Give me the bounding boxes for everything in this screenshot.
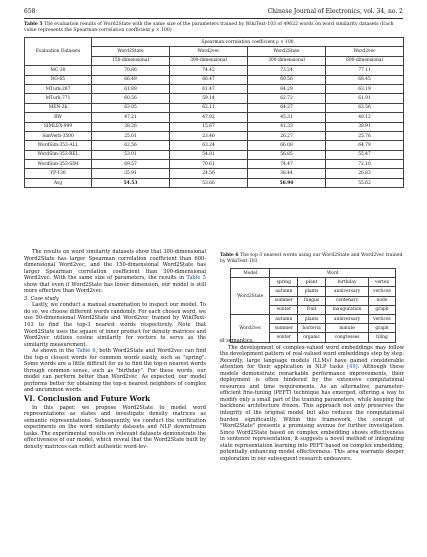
table6-label: Table 6 — [220, 253, 239, 258]
table5-dim-header: 300-dimensional — [248, 56, 326, 65]
table5-caption-text: The evaluation results of Word2State with the same size of the parameters trained by WikiText-103 of 49622 words on word similarity datasets (Each value represents the Spearman correlation coefficient ρ × 100) — [24, 22, 394, 33]
score-cell: 56.85 — [248, 150, 326, 159]
score-cell: 64.29 — [248, 84, 326, 93]
paragraph — [24, 348, 206, 394]
score-cell: 38.26 — [92, 122, 170, 131]
table6-caption-text: The top-3 nearest words using our Word2State and Word2vec trained by WikiText-103 — [220, 253, 403, 264]
table5 — [24, 37, 404, 188]
score-cell: 49.12 — [326, 113, 404, 122]
score-cell: 63.19 — [326, 84, 404, 93]
table5-group-header: Spearman correlation coefficient ρ × 100 — [92, 38, 404, 47]
word-cell: autumn — [270, 287, 298, 296]
score-cell: 56.90 — [248, 178, 326, 187]
dataset-name: WordSim-353-REL — [25, 150, 92, 159]
score-cell: 61.47 — [170, 84, 248, 93]
score-cell: 61.91 — [326, 94, 404, 103]
paragraph — [24, 249, 206, 295]
dataset-name: Avg — [25, 178, 92, 187]
score-cell: 38.91 — [326, 122, 404, 131]
table6-link[interactable]: Table 6 — [76, 348, 96, 355]
score-cell: 26.27 — [248, 131, 326, 140]
score-cell: 55.62 — [326, 178, 404, 187]
score-cell: 62.72 — [248, 94, 326, 103]
table6-word-header: Word — [270, 269, 396, 278]
score-cell: 25.76 — [326, 131, 404, 140]
word-cell: inauguration — [326, 305, 369, 314]
word-cell: fruit — [298, 305, 326, 314]
score-cell: 63.05 — [92, 103, 170, 112]
table5-link[interactable]: Table 5 — [186, 275, 206, 282]
word-cell: graph — [368, 324, 395, 333]
score-cell: 74.47 — [248, 160, 326, 169]
model-name: Word2vec — [231, 314, 270, 342]
score-cell: 66.49 — [92, 75, 170, 84]
table5-dim-header: 150-dimensional — [92, 56, 170, 65]
word-cell: congresses — [326, 333, 369, 342]
right-column — [220, 338, 404, 462]
dataset-name: MTurk-287 — [25, 84, 92, 93]
table6 — [230, 268, 396, 343]
table-row — [231, 314, 396, 323]
score-cell: 54.81 — [170, 150, 248, 159]
dataset-name: RW — [25, 113, 92, 122]
citation-link[interactable]: [49] — [347, 364, 358, 371]
score-cell: 54.53 — [92, 178, 170, 187]
table-row — [25, 75, 404, 84]
model-name: Word2State — [231, 278, 270, 315]
paragraph: Lastly, we conduct a manual examination to inspect our model. To do so, we choose different words randomly. For each chosen word, we use 50-dimensional Word2State and Word2vec trained by WikiText-103 to find the top-3 nearest words respectively. Note that Word2State uses the square of inner product for density matrices and Word2vec utilizes cosine similarity for vectors to serve as the similarity measurement. — [24, 302, 206, 348]
table5-dim-header: 300-dimensional — [170, 56, 248, 65]
score-cell: 38.44 — [248, 169, 326, 178]
table-row — [25, 131, 404, 140]
paragraph: el semantics. — [220, 338, 254, 344]
word-cell: tiling — [368, 333, 395, 342]
journal-title: Chinese Journal of Electronics, vol. 34, no. 2 — [267, 8, 403, 15]
score-cell: 45.31 — [248, 113, 326, 122]
word-cell: anniversary — [326, 287, 369, 296]
score-cell: 62.11 — [170, 103, 248, 112]
subsection-number: 3. — [24, 295, 29, 302]
score-cell: 74.42 — [170, 66, 248, 75]
table5-dim-header: 600-dimensional — [326, 56, 404, 65]
score-cell: 55.47 — [326, 150, 404, 159]
section-number: VI. — [24, 394, 36, 404]
score-cell: 24.56 — [170, 169, 248, 178]
score-cell: 60.56 — [92, 94, 170, 103]
dataset-name: MTurk-771 — [25, 94, 92, 103]
text: . Although these models demonstrate remarkable performance improvements, their deployment is often hindered by the extensive computational resources and time requirements. As an alternative, parameter-efficient fine-tuning (PEFT) technique has emerged, offering a way to modify only a small part of the training parameters, while keeping the backbone architecture frozen. This approach not only preserves the integrity of the original model but also reduces the computational burden significantly. Within this framework, the concept of "Word2State" presents a promising avenue for further investigation. Since Word2State based on complex embedding shows effectiveness in sentence representation, it suggests a novel method of integrating state representation learning into PEFT based on complex embedding, potentially enhancing model effectiveness. This area warrants deeper exploration in our subsequent research endeavors. — [220, 364, 404, 462]
dataset-name: MC-30 — [25, 66, 92, 75]
dataset-name: SIMLEX-999 — [25, 122, 92, 131]
table-row — [25, 160, 404, 169]
score-cell: 15.87 — [170, 122, 248, 131]
score-cell: 47.21 — [92, 113, 170, 122]
paragraph: In this paper, we propose Word2State to model word representations as states and investigate density matrices as semantic representations. Subsequently, we conduct the verification experiments on the word similarity datasets and NLP downstream tasks. The experimental results on relevant datasets demonstrate the effectiveness of our model, which reveal that the Word2State built by density matrices can reflect authentic word-lev- — [24, 404, 206, 450]
word-cell: bacteria — [298, 324, 326, 333]
text: The development of complex-valued word embeddings may follow the development pattern of real-valued word embeddings step by step. Recently, large language models (LLMs) have gained considerable attention for their application in NLP tasks — [220, 344, 404, 371]
text: , both Word2State and Word2vec can find the top-n closest words for common words easily, such as "spring". Some words are a little difficult for us to find the top-n nearest words through common sense, such as "birthday". For these words, our model can perform better than Word2vec. As expected, our model performs better for obtaining the top-n nearest neighbors of complex and uncommon words. — [24, 348, 206, 394]
score-cell: 53.01 — [92, 150, 170, 159]
score-cell: 62.56 — [92, 141, 170, 150]
table-row — [25, 122, 404, 131]
table-row — [25, 84, 404, 93]
table5-caption — [24, 22, 404, 34]
dataset-name: WordSim-353-ALL — [25, 141, 92, 150]
word-cell: vertices — [368, 314, 395, 323]
score-cell: 26.83 — [326, 169, 404, 178]
header-rule — [24, 18, 403, 19]
text: The results on word similarity datasets show that 300-dimensional Word2State has larger Spearman correlation coefficient than 600-dimensional Word2vec, and the 150-dimensional Word2State has larger Spearman correlation coefficient than 300-dimensional Word2vec. With the same size of parameters, the results in — [24, 249, 206, 282]
word-cell: minute — [326, 324, 369, 333]
word-cell: node — [368, 296, 395, 305]
score-cell: 68.45 — [326, 75, 404, 84]
word-cell: summer — [270, 324, 298, 333]
table-row — [25, 103, 404, 112]
score-cell: 70.86 — [92, 66, 170, 75]
subsection-title: Case study — [30, 295, 59, 302]
dataset-name: RG-65 — [25, 75, 92, 84]
word-cell: plants — [298, 314, 326, 323]
score-cell: 70.61 — [170, 160, 248, 169]
table6-caption — [220, 253, 404, 265]
section-title: Conclusion and Future Work — [37, 394, 151, 404]
paragraph — [220, 345, 404, 463]
text: show that even if Word2State has lower dimension, our model is still more effective than Word2vec. — [24, 281, 206, 295]
score-cell: 47.92 — [170, 113, 248, 122]
left-column — [24, 249, 206, 450]
score-cell: 35.91 — [92, 169, 170, 178]
table-row — [25, 141, 404, 150]
dataset-name: YP-130 — [25, 169, 92, 178]
table-row — [25, 94, 404, 103]
score-cell: 63.56 — [326, 103, 404, 112]
score-cell: 77.11 — [326, 66, 404, 75]
word-cell: winter — [270, 333, 298, 342]
table-row — [25, 66, 404, 75]
table-row — [25, 178, 404, 187]
dataset-name: SimVerb-3500 — [25, 131, 92, 140]
word-cell: plants — [298, 287, 326, 296]
score-cell: 64.79 — [326, 141, 404, 150]
score-cell: 25.01 — [92, 131, 170, 140]
word-cell: centenary — [326, 296, 369, 305]
table6-model-header: Model — [231, 269, 270, 278]
score-cell: 66.08 — [248, 141, 326, 150]
dataset-name: WordSim-353-SIM — [25, 160, 92, 169]
table-row — [25, 169, 404, 178]
page-number: 658 — [24, 8, 36, 15]
score-cell: 63.24 — [170, 141, 248, 150]
table5-model-header: Word2State — [92, 47, 170, 56]
word-cell: spring — [270, 278, 298, 287]
word-cell: graph — [368, 305, 395, 314]
section-heading — [24, 396, 206, 403]
text: As shown in the — [32, 348, 75, 355]
score-cell: 69.56 — [248, 75, 326, 84]
score-cell: 64.27 — [248, 103, 326, 112]
word-cell: vertices — [368, 287, 395, 296]
word-cell: plant — [298, 278, 326, 287]
score-cell: 53.66 — [170, 178, 248, 187]
score-cell: 66.47 — [170, 75, 248, 84]
word-cell: vertex — [368, 278, 395, 287]
table-row — [231, 278, 396, 287]
table5-model-header: Word2vec — [170, 47, 248, 56]
running-header — [24, 8, 403, 15]
word-cell: anniversary — [326, 314, 369, 323]
score-cell: 61.89 — [92, 84, 170, 93]
word-cell: autumn — [270, 314, 298, 323]
word-cell: organic — [298, 333, 326, 342]
dataset-name: MEN-3k — [25, 103, 92, 112]
table-row — [25, 150, 404, 159]
score-cell: 41.33 — [248, 122, 326, 131]
table-row — [25, 113, 404, 122]
word-cell: birthday — [326, 278, 369, 287]
score-cell: 59.14 — [170, 94, 248, 103]
score-cell: 73.24 — [248, 66, 326, 75]
word-cell: winter — [270, 305, 298, 314]
score-cell: 72.10 — [326, 160, 404, 169]
table5-corner-header: Evaluation Datasets — [25, 38, 92, 66]
word-cell: fungus — [298, 296, 326, 305]
table5-model-header: Word2vec — [326, 47, 404, 56]
table5-label: Table 5 — [24, 22, 43, 27]
table5-model-header: Word2State — [248, 47, 326, 56]
word-cell: summer — [270, 296, 298, 305]
score-cell: 69.57 — [92, 160, 170, 169]
score-cell: 23.46 — [170, 131, 248, 140]
